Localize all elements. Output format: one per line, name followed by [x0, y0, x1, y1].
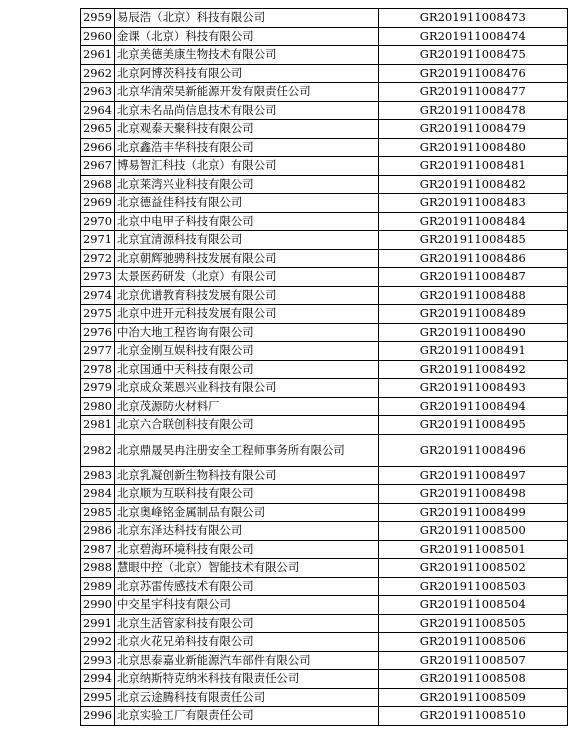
- company-name-cell: 北京优谱教育科技发展有限公司: [115, 286, 379, 305]
- row-number-cell: 2983: [81, 466, 115, 485]
- table-row: [81, 633, 568, 652]
- row-number-cell: 2974: [81, 286, 115, 305]
- table-row: [81, 651, 568, 670]
- certificate-code-cell: GR201911008496: [378, 434, 567, 466]
- row-number-cell: 2987: [81, 540, 115, 559]
- certificate-code-cell: GR201911008504: [378, 596, 567, 615]
- table-row: [81, 305, 568, 324]
- row-number-cell: 2973: [81, 268, 115, 287]
- certificate-code-cell: GR201911008488: [378, 286, 567, 305]
- company-name-cell: 北京国通中天科技有限公司: [115, 360, 379, 379]
- row-number-cell: 2986: [81, 522, 115, 541]
- row-number-cell: 2978: [81, 360, 115, 379]
- table-row: [81, 379, 568, 398]
- company-name-cell: 北京火花兄弟科技有限公司: [115, 633, 379, 652]
- table-row: [81, 323, 568, 342]
- company-name-cell: 北京奥峰铭金属制品有限公司: [115, 503, 379, 522]
- certificate-code-cell: GR201911008485: [378, 231, 567, 250]
- table-row: [81, 466, 568, 485]
- company-name-cell: 北京纳斯特克纳米科技有限责任公司: [115, 670, 379, 689]
- table-row: [81, 249, 568, 268]
- table-row: [81, 212, 568, 231]
- row-number-cell: 2994: [81, 670, 115, 689]
- row-number-cell: 2964: [81, 101, 115, 120]
- certificate-code-cell: GR201911008481: [378, 157, 567, 176]
- row-number-cell: 2969: [81, 194, 115, 213]
- company-name-cell: 北京顺为互联科技有限公司: [115, 485, 379, 504]
- certificate-code-cell: GR201911008482: [378, 175, 567, 194]
- company-list-table: [80, 8, 568, 726]
- table-row: [81, 83, 568, 102]
- company-name-cell: 北京莱湾兴业科技有限公司: [115, 175, 379, 194]
- company-name-cell: 北京茂源防火材料厂: [115, 397, 379, 416]
- table-row: [81, 559, 568, 578]
- company-name-cell: 北京云途腾科技有限责任公司: [115, 688, 379, 707]
- table-row: [81, 9, 568, 28]
- table-row: [81, 231, 568, 250]
- row-number-cell: 2984: [81, 485, 115, 504]
- row-number-cell: 2985: [81, 503, 115, 522]
- certificate-code-cell: GR201911008487: [378, 268, 567, 287]
- company-name-cell: 北京未名品尚信息技术有限公司: [115, 101, 379, 120]
- company-name-cell: 博易智汇科技（北京）有限公司: [115, 157, 379, 176]
- row-number-cell: 2959: [81, 9, 115, 28]
- table-row: [81, 416, 568, 435]
- certificate-code-cell: GR201911008501: [378, 540, 567, 559]
- certificate-code-cell: GR201911008489: [378, 305, 567, 324]
- company-name-cell: 北京乳凝创新生物科技有限公司: [115, 466, 379, 485]
- row-number-cell: 2981: [81, 416, 115, 435]
- company-name-cell: 北京金刚互娱科技有限公司: [115, 342, 379, 361]
- certificate-code-cell: GR201911008483: [378, 194, 567, 213]
- row-number-cell: 2961: [81, 46, 115, 65]
- row-number-cell: 2960: [81, 27, 115, 46]
- table-row: [81, 577, 568, 596]
- row-number-cell: 2980: [81, 397, 115, 416]
- company-name-cell: 易辰浩（北京）科技有限公司: [115, 9, 379, 28]
- row-number-cell: 2975: [81, 305, 115, 324]
- certificate-code-cell: GR201911008476: [378, 64, 567, 83]
- table-row: [81, 46, 568, 65]
- table-row: [81, 342, 568, 361]
- company-name-cell: 北京华清荣昊新能源开发有限责任公司: [115, 83, 379, 102]
- certificate-code-cell: GR201911008509: [378, 688, 567, 707]
- company-name-cell: 北京德益佳科技有限公司: [115, 194, 379, 213]
- row-number-cell: 2993: [81, 651, 115, 670]
- row-number-cell: 2979: [81, 379, 115, 398]
- certificate-code-cell: GR201911008506: [378, 633, 567, 652]
- row-number-cell: 2966: [81, 138, 115, 157]
- certificate-code-cell: GR201911008484: [378, 212, 567, 231]
- row-number-cell: 2968: [81, 175, 115, 194]
- row-number-cell: 2995: [81, 688, 115, 707]
- row-number-cell: 2996: [81, 707, 115, 726]
- row-number-cell: 2991: [81, 614, 115, 633]
- company-name-cell: 北京思泰嘉业新能源汽车部件有限公司: [115, 651, 379, 670]
- company-name-cell: 金课（北京）科技有限公司: [115, 27, 379, 46]
- certificate-code-cell: GR201911008486: [378, 249, 567, 268]
- company-name-cell: 北京碧海环境科技有限公司: [115, 540, 379, 559]
- row-number-cell: 2988: [81, 559, 115, 578]
- certificate-code-cell: GR201911008490: [378, 323, 567, 342]
- row-number-cell: 2977: [81, 342, 115, 361]
- certificate-code-cell: GR201911008494: [378, 397, 567, 416]
- row-number-cell: 2971: [81, 231, 115, 250]
- company-name-cell: 北京朝辉驰骋科技发展有限公司: [115, 249, 379, 268]
- company-name-cell: 北京东泽达科技有限公司: [115, 522, 379, 541]
- certificate-code-cell: GR201911008491: [378, 342, 567, 361]
- row-number-cell: 2976: [81, 323, 115, 342]
- certificate-code-cell: GR201911008478: [378, 101, 567, 120]
- table-row: [81, 434, 568, 466]
- table-row: [81, 522, 568, 541]
- table-row: [81, 670, 568, 689]
- table-row: [81, 64, 568, 83]
- company-name-cell: 北京鑫浩丰华科技有限公司: [115, 138, 379, 157]
- certificate-code-cell: GR201911008499: [378, 503, 567, 522]
- certificate-code-cell: GR201911008500: [378, 522, 567, 541]
- certificate-code-cell: GR201911008502: [378, 559, 567, 578]
- row-number-cell: 2965: [81, 120, 115, 139]
- company-name-cell: 北京六合联创科技有限公司: [115, 416, 379, 435]
- certificate-code-cell: GR201911008493: [378, 379, 567, 398]
- table-row: [81, 397, 568, 416]
- company-name-cell: 北京苏雷传感技术有限公司: [115, 577, 379, 596]
- certificate-code-cell: GR201911008498: [378, 485, 567, 504]
- row-number-cell: 2963: [81, 83, 115, 102]
- table-row: [81, 286, 568, 305]
- certificate-code-cell: GR201911008510: [378, 707, 567, 726]
- table-row: [81, 485, 568, 504]
- certificate-code-cell: GR201911008508: [378, 670, 567, 689]
- table-row: [81, 503, 568, 522]
- table-row: [81, 157, 568, 176]
- row-number-cell: 2970: [81, 212, 115, 231]
- table-row: [81, 120, 568, 139]
- company-name-cell: 北京阿博茨科技有限公司: [115, 64, 379, 83]
- company-name-cell: 北京实验工厂有限责任公司: [115, 707, 379, 726]
- table-row: [81, 688, 568, 707]
- row-number-cell: 2989: [81, 577, 115, 596]
- certificate-code-cell: GR201911008507: [378, 651, 567, 670]
- company-name-cell: 慧眼中控（北京）智能技术有限公司: [115, 559, 379, 578]
- certificate-code-cell: GR201911008495: [378, 416, 567, 435]
- company-name-cell: 北京美德美康生物技术有限公司: [115, 46, 379, 65]
- company-name-cell: 中交星宇科技有限公司: [115, 596, 379, 615]
- company-name-cell: 北京中电甲子科技有限公司: [115, 212, 379, 231]
- row-number-cell: 2982: [81, 434, 115, 466]
- row-number-cell: 2990: [81, 596, 115, 615]
- certificate-code-cell: GR201911008505: [378, 614, 567, 633]
- row-number-cell: 2967: [81, 157, 115, 176]
- table-row: [81, 138, 568, 157]
- certificate-code-cell: GR201911008475: [378, 46, 567, 65]
- company-name-cell: 北京成众莱恩兴业科技有限公司: [115, 379, 379, 398]
- company-name-cell: 太景医药研发（北京）有限公司: [115, 268, 379, 287]
- certificate-code-cell: GR201911008477: [378, 83, 567, 102]
- table-row: [81, 175, 568, 194]
- row-number-cell: 2992: [81, 633, 115, 652]
- company-name-cell: 北京观泰天聚科技有限公司: [115, 120, 379, 139]
- table-row: [81, 707, 568, 726]
- table-row: [81, 268, 568, 287]
- certificate-code-cell: GR201911008473: [378, 9, 567, 28]
- company-name-cell: 中冶大地工程咨询有限公司: [115, 323, 379, 342]
- table-row: [81, 540, 568, 559]
- table-row: [81, 27, 568, 46]
- row-number-cell: 2972: [81, 249, 115, 268]
- company-name-cell: 北京生活管家科技有限公司: [115, 614, 379, 633]
- certificate-code-cell: GR201911008497: [378, 466, 567, 485]
- certificate-code-cell: GR201911008480: [378, 138, 567, 157]
- certificate-code-cell: GR201911008503: [378, 577, 567, 596]
- company-name-cell: 北京鼎晟昊冉注册安全工程师事务所有限公司: [115, 434, 379, 466]
- company-name-cell: 北京宜清源科技有限公司: [115, 231, 379, 250]
- certificate-code-cell: GR201911008479: [378, 120, 567, 139]
- certificate-code-cell: GR201911008492: [378, 360, 567, 379]
- table-row: [81, 614, 568, 633]
- table-row: [81, 360, 568, 379]
- table-body: [81, 9, 568, 726]
- company-name-cell: 北京中进开元科技发展有限公司: [115, 305, 379, 324]
- certificate-code-cell: GR201911008474: [378, 27, 567, 46]
- row-number-cell: 2962: [81, 64, 115, 83]
- table-row: [81, 101, 568, 120]
- table-row: [81, 194, 568, 213]
- table-row: [81, 596, 568, 615]
